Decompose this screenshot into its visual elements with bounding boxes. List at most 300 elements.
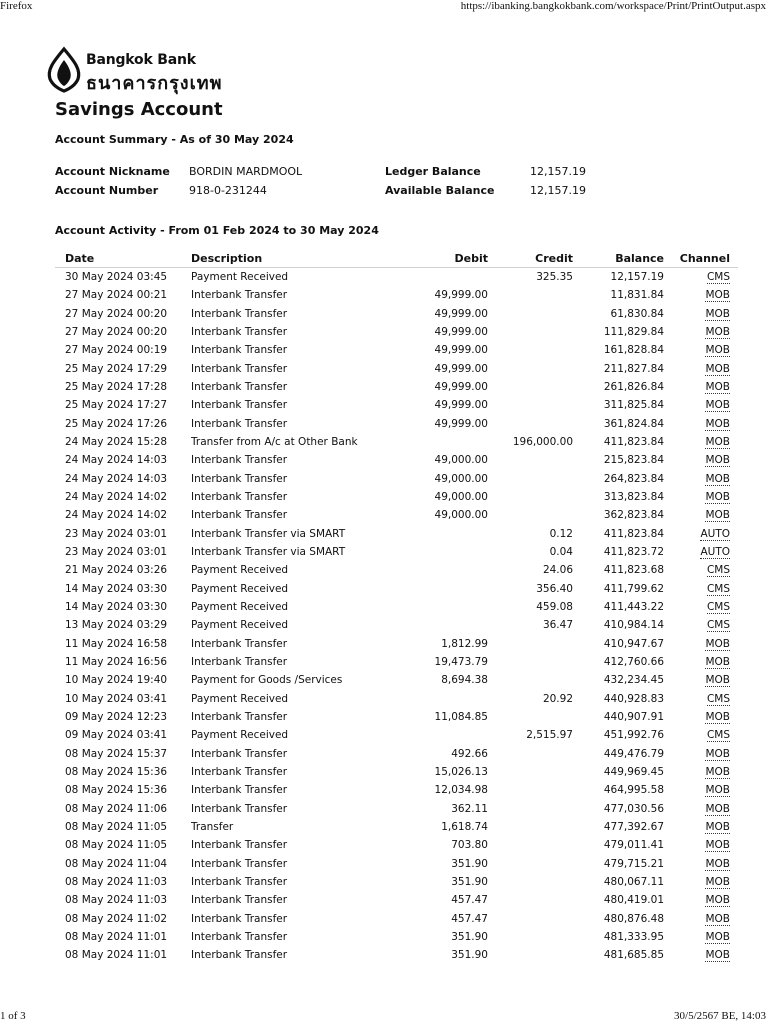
cell-description: Interbank Transfer [191,839,288,852]
cell-channel [664,616,738,634]
cell-description: Interbank Transfer [191,344,288,357]
table-row [55,781,738,799]
cell-debit: 8,694.38 [441,674,488,687]
channel-code: CMS [706,619,730,632]
cell-channel [664,800,738,818]
nickname-value: BORDIN MARDMOOL [189,165,303,178]
cell-debit: 703.80 [451,839,488,852]
cell-date: 21 May 2024 03:26 [65,564,168,577]
cell-date: 25 May 2024 17:29 [65,362,168,375]
cell-channel [664,305,738,323]
cell-channel [664,488,738,506]
cell-description: Interbank Transfer [191,417,288,430]
cell-date: 11 May 2024 16:58 [65,637,168,650]
cell-balance: 449,476.79 [603,747,664,760]
print-datetime: 30/5/2567 BE, 14:03 [674,1010,766,1022]
cell-date: 08 May 2024 11:03 [65,894,168,907]
cell-balance: 480,419.01 [603,894,664,907]
cell-channel [664,653,738,671]
col-description: Description [191,249,373,268]
cell-description: Interbank Transfer [191,509,288,522]
cell-balance: 449,969.45 [603,766,664,779]
cell-channel [664,781,738,799]
table-row [55,635,738,653]
cell-debit: 49,999.00 [434,344,488,357]
cell-date: 08 May 2024 15:36 [65,784,168,797]
cell-balance: 432,234.45 [603,674,664,687]
activity-heading: Account Activity - From 01 Feb 2024 to 30 May 2024 [55,224,379,237]
available-value: 12,157.19 [530,184,586,197]
cell-date: 11 May 2024 16:56 [65,656,168,669]
cell-debit: 351.90 [451,875,488,888]
cell-date: 14 May 2024 03:30 [65,601,168,614]
cell-credit [488,396,573,414]
table-row [55,928,738,946]
cell-channel [664,671,738,689]
cell-credit [488,305,573,323]
table-row [55,708,738,726]
cell-description: Interbank Transfer [191,949,288,962]
cell-date: 25 May 2024 17:27 [65,399,168,412]
channel-code: MOB [705,454,730,467]
cell-debit: 49,000.00 [434,454,488,467]
col-credit: Credit [488,249,573,268]
cell-debit [373,268,488,287]
ledger-label: Ledger Balance [385,165,481,178]
cell-date: 08 May 2024 11:04 [65,857,168,870]
cell-balance: 480,876.48 [603,912,664,925]
cell-debit: 49,999.00 [434,417,488,430]
cell-date: 30 May 2024 03:45 [65,271,168,284]
table-row [55,451,738,469]
cell-channel [664,855,738,873]
cell-credit [488,745,573,763]
cell-date: 14 May 2024 03:30 [65,582,168,595]
cell-date: 25 May 2024 17:28 [65,381,168,394]
cell-description: Payment for Goods /Services [191,674,343,687]
channel-code: MOB [705,289,730,302]
table-row [55,305,738,323]
cell-balance: 479,011.41 [603,839,664,852]
table-row [55,690,738,708]
table-row [55,836,738,854]
cell-debit [373,726,488,744]
cell-balance: 215,823.84 [603,454,664,467]
cell-channel [664,818,738,836]
channel-code: MOB [705,784,730,797]
channel-code: MOB [705,857,730,870]
cell-balance: 440,907.91 [603,711,664,724]
cell-date: 08 May 2024 11:01 [65,930,168,943]
cell-channel [664,580,738,598]
cell-debit: 362.11 [451,802,488,815]
cell-description: Interbank Transfer via SMART [191,527,346,540]
nickname-label: Account Nickname [55,165,170,178]
cell-balance: 410,947.67 [603,637,664,650]
cell-date: 10 May 2024 19:40 [65,674,168,687]
cell-debit: 49,999.00 [434,381,488,394]
cell-description: Interbank Transfer [191,491,288,504]
activity-table [55,249,738,964]
col-balance: Balance [573,249,664,268]
cell-date: 09 May 2024 12:23 [65,711,168,724]
cell-channel [664,635,738,653]
channel-code: MOB [705,766,730,779]
cell-channel [664,891,738,909]
cell-channel [664,928,738,946]
cell-channel [664,451,738,469]
cell-debit: 457.47 [451,894,488,907]
cell-date: 10 May 2024 03:41 [65,692,168,705]
cell-balance: 362,823.84 [603,509,664,522]
table-row [55,891,738,909]
cell-debit: 351.90 [451,930,488,943]
cell-balance: 411,799.62 [603,582,664,595]
cell-balance: 311,825.84 [603,399,664,412]
cell-date: 25 May 2024 17:26 [65,417,168,430]
table-row [55,360,738,378]
channel-code: MOB [705,839,730,852]
channel-code: MOB [705,656,730,669]
table-row [55,671,738,689]
channel-code: MOB [705,509,730,522]
cell-credit: 459.08 [536,601,573,614]
channel-code: CMS [706,601,730,614]
table-row [55,745,738,763]
cell-channel [664,268,738,287]
cell-debit [373,525,488,543]
channel-code: AUTO [700,527,730,540]
table-row [55,946,738,964]
cell-date: 23 May 2024 03:01 [65,546,168,559]
cell-channel [664,745,738,763]
table-row [55,800,738,818]
cell-credit [488,708,573,726]
cell-credit [488,891,573,909]
table-row [55,653,738,671]
cell-credit [488,378,573,396]
cell-channel [664,433,738,451]
cell-description: Interbank Transfer [191,912,288,925]
cell-description: Interbank Transfer [191,637,288,650]
cell-debit: 49,000.00 [434,509,488,522]
cell-balance: 161,828.84 [603,344,664,357]
cell-channel [664,598,738,616]
cell-debit: 11,084.85 [434,711,488,724]
cell-credit [488,836,573,854]
cell-debit: 457.47 [451,912,488,925]
cell-balance: 477,392.67 [603,821,664,833]
cell-debit [373,598,488,616]
cell-balance: 480,067.11 [603,875,664,888]
cell-description: Transfer from A/c at Other Bank [191,436,358,449]
cell-credit [488,781,573,799]
cell-date: 08 May 2024 15:36 [65,766,168,779]
ledger-value: 12,157.19 [530,165,586,178]
channel-code: MOB [705,802,730,815]
page-number: 1 of 3 [0,1010,26,1022]
cell-description: Payment Received [191,692,289,705]
cell-credit [488,360,573,378]
channel-code: MOB [705,674,730,687]
cell-date: 24 May 2024 14:02 [65,509,168,522]
channel-code: AUTO [700,546,730,559]
channel-code: MOB [705,307,730,320]
cell-date: 08 May 2024 15:37 [65,747,168,760]
cell-description: Interbank Transfer [191,472,288,485]
cell-balance: 261,826.84 [603,381,664,394]
cell-balance: 411,823.72 [603,546,664,559]
cell-description: Interbank Transfer via SMART [191,546,346,559]
cell-description: Transfer [191,821,234,833]
cell-credit [488,671,573,689]
cell-channel [664,378,738,396]
table-row [55,415,738,433]
cell-date: 08 May 2024 11:03 [65,875,168,888]
table-row [55,470,738,488]
cell-channel [664,341,738,359]
cell-date: 08 May 2024 11:01 [65,949,168,962]
cell-channel [664,909,738,927]
cell-description: Interbank Transfer [191,454,288,467]
cell-credit [488,470,573,488]
bank-name-th: ธนาคารกรุงเทพ [86,73,223,94]
table-row [55,580,738,598]
channel-code: MOB [705,930,730,943]
cell-description: Interbank Transfer [191,656,288,669]
cell-credit: 20.92 [542,692,573,705]
cell-credit [488,415,573,433]
cell-description: Interbank Transfer [191,289,288,302]
cell-debit: 49,999.00 [434,362,488,375]
cell-balance: 481,333.95 [603,930,664,943]
cell-debit: 1,812.99 [441,637,488,650]
cell-credit [488,506,573,524]
channel-code: MOB [705,821,730,833]
cell-credit: 356.40 [536,582,573,595]
channel-code: MOB [705,472,730,485]
cell-description: Interbank Transfer [191,711,288,724]
cell-credit [488,909,573,927]
summary-heading: Account Summary - As of 30 May 2024 [55,133,294,146]
cell-debit: 351.90 [451,949,488,962]
channel-code: MOB [705,326,730,339]
cell-balance: 464,995.58 [603,784,664,797]
cell-date: 27 May 2024 00:21 [65,289,168,302]
cell-balance: 411,823.84 [603,527,664,540]
channel-code: MOB [705,637,730,650]
page-url: https://ibanking.bangkokbank.com/workspace/Print/PrintOutput.aspx [460,0,766,12]
cell-channel [664,470,738,488]
cell-debit [373,433,488,451]
cell-balance: 61,830.84 [610,307,664,320]
table-row [55,726,738,744]
cell-date: 27 May 2024 00:20 [65,307,168,320]
cell-channel [664,836,738,854]
browser-name: Firefox [0,0,33,12]
cell-debit [373,616,488,634]
cell-balance: 111,829.84 [603,326,664,339]
channel-code: MOB [705,747,730,760]
table-row [55,561,738,579]
cell-description: Interbank Transfer [191,930,288,943]
cell-credit [488,928,573,946]
table-row [55,598,738,616]
table-row [55,525,738,543]
lotus-icon [44,46,84,94]
table-row [55,396,738,414]
table-row [55,855,738,873]
channel-code: MOB [705,381,730,394]
cell-credit [488,818,573,836]
cell-channel [664,873,738,891]
cell-debit: 49,999.00 [434,307,488,320]
bank-logo [44,46,284,96]
table-row [55,818,738,836]
cell-description: Interbank Transfer [191,747,288,760]
cell-description: Payment Received [191,582,289,595]
cell-balance: 411,823.68 [603,564,664,577]
cell-description: Payment Received [191,564,289,577]
cell-debit: 49,999.00 [434,289,488,302]
cell-date: 27 May 2024 00:20 [65,326,168,339]
cell-description: Interbank Transfer [191,857,288,870]
channel-code: MOB [705,344,730,357]
cell-credit [488,653,573,671]
cell-description: Interbank Transfer [191,307,288,320]
cell-description: Interbank Transfer [191,766,288,779]
cell-channel [664,708,738,726]
account-number-label: Account Number [55,184,159,197]
cell-channel [664,946,738,964]
cell-description: Payment Received [191,729,289,742]
channel-code: MOB [705,949,730,962]
cell-credit: 24.06 [542,564,573,577]
cell-credit [488,763,573,781]
table-row [55,286,738,304]
cell-debit [373,580,488,598]
col-date: Date [55,249,191,268]
bank-name-en: Bangkok Bank [86,52,196,68]
cell-channel [664,543,738,561]
cell-date: 24 May 2024 15:28 [65,436,168,449]
cell-balance: 211,827.84 [603,362,664,375]
cell-debit: 49,000.00 [434,472,488,485]
cell-balance: 313,823.84 [603,491,664,504]
cell-balance: 481,685.85 [603,949,664,962]
cell-channel [664,726,738,744]
available-label: Available Balance [385,184,495,197]
cell-description: Payment Received [191,271,289,284]
table-row [55,268,738,287]
table-row [55,488,738,506]
cell-channel [664,415,738,433]
cell-description: Interbank Transfer [191,784,288,797]
cell-date: 08 May 2024 11:06 [65,802,168,815]
cell-debit: 15,026.13 [434,766,488,779]
cell-date: 08 May 2024 11:02 [65,912,168,925]
cell-channel [664,525,738,543]
cell-debit [373,690,488,708]
col-debit: Debit [373,249,488,268]
channel-code: MOB [705,436,730,449]
table-row [55,433,738,451]
cell-debit [373,543,488,561]
cell-channel [664,286,738,304]
cell-balance: 451,992.76 [603,729,664,742]
cell-credit [488,286,573,304]
channel-code: MOB [705,711,730,724]
cell-date: 13 May 2024 03:29 [65,619,168,632]
cell-balance: 11,831.84 [610,289,664,302]
cell-balance: 411,443.22 [603,601,664,614]
cell-date: 24 May 2024 14:02 [65,491,168,504]
cell-description: Interbank Transfer [191,894,288,907]
cell-description: Interbank Transfer [191,875,288,888]
cell-credit: 196,000.00 [512,436,573,449]
cell-credit: 325.35 [536,271,573,284]
table-header-row [55,249,738,268]
channel-code: CMS [706,729,730,742]
cell-description: Interbank Transfer [191,381,288,394]
activity-body [55,268,738,965]
cell-balance: 410,984.14 [603,619,664,632]
table-row [55,323,738,341]
cell-description: Interbank Transfer [191,399,288,412]
cell-credit [488,488,573,506]
cell-channel [664,323,738,341]
cell-debit: 49,000.00 [434,491,488,504]
table-row [55,506,738,524]
cell-credit [488,451,573,469]
table-row [55,543,738,561]
cell-credit: 0.04 [549,546,573,559]
channel-code: CMS [706,271,730,284]
cell-credit [488,873,573,891]
cell-balance: 411,823.84 [603,436,664,449]
cell-credit [488,946,573,964]
table-row [55,763,738,781]
channel-code: MOB [705,912,730,925]
table-row [55,341,738,359]
cell-description: Interbank Transfer [191,802,288,815]
cell-description: Interbank Transfer [191,326,288,339]
cell-channel [664,360,738,378]
channel-code: CMS [706,564,730,577]
cell-debit [373,561,488,579]
cell-description: Payment Received [191,619,289,632]
channel-code: MOB [705,417,730,430]
cell-debit: 12,034.98 [434,784,488,797]
channel-code: CMS [706,692,730,705]
cell-debit: 19,473.79 [434,656,488,669]
cell-date: 09 May 2024 03:41 [65,729,168,742]
table-row [55,378,738,396]
cell-credit [488,635,573,653]
cell-balance: 264,823.84 [603,472,664,485]
table-row [55,909,738,927]
col-channel: Channel [664,249,738,268]
cell-credit: 0.12 [549,527,573,540]
cell-balance: 412,760.66 [603,656,664,669]
cell-channel [664,396,738,414]
cell-date: 27 May 2024 00:19 [65,344,168,357]
cell-debit: 492.66 [451,747,488,760]
channel-code: MOB [705,491,730,504]
cell-debit: 49,999.00 [434,399,488,412]
cell-credit [488,323,573,341]
cell-date: 08 May 2024 11:05 [65,821,168,833]
